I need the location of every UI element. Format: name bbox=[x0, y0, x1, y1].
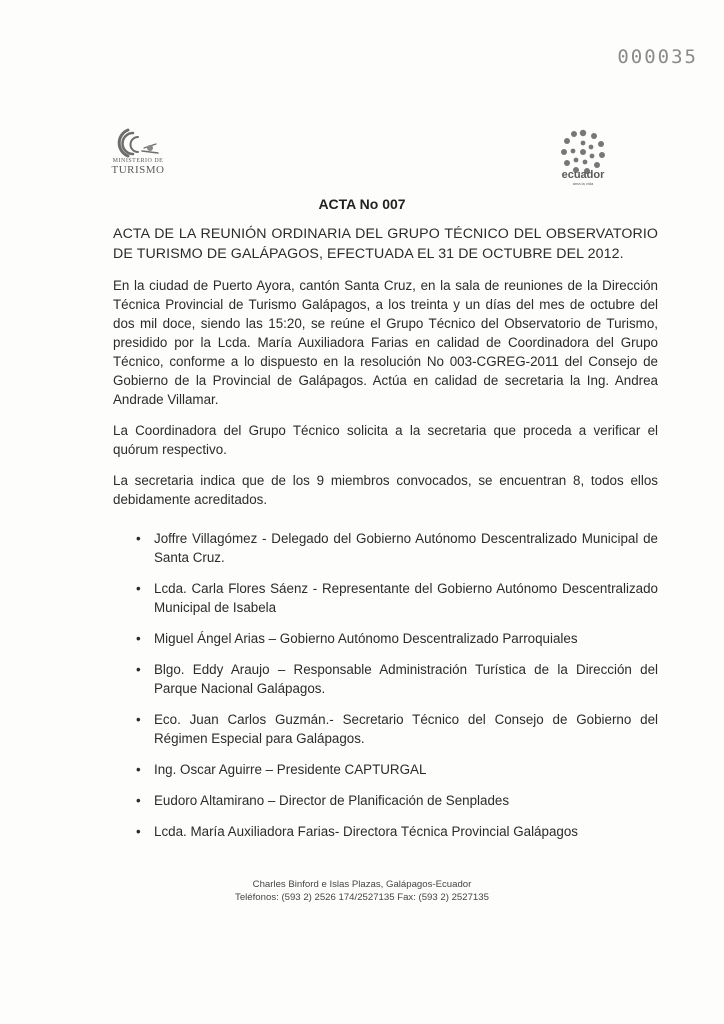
ecuador-wordmark bbox=[546, 170, 620, 186]
document-title: ACTA No 007 bbox=[318, 196, 406, 212]
attendee-item bbox=[136, 660, 658, 698]
attendee-item bbox=[136, 791, 658, 810]
ecuador-brand-text: ecuador bbox=[561, 169, 605, 181]
bullet-icon: • bbox=[136, 712, 141, 727]
paragraph-opening: En la ciudad de Puerto Ayora, cantón Santa Cruz, en la sala de reuniones de la Dirección Técnica Provincial de Turismo Galápagos, a los treinta y un días del mes de octubre del dos mil doce, siendo las 15:20, se reúne el Grupo Técnico del Observatorio de Turismo, presidido por la Lcda. María Auxiliadora Farias en calidad de Coordinadora del Grupo Técnico, conforme a lo dispuesto en la resolución No 003-CGREG-2011 del Consejo de Gobierno de la Provincial de Galápagos. Actúa en calidad de secretaria la Ing. Andrea Andrade Villamar. bbox=[113, 278, 658, 407]
footer-phones: Teléfonos: (593 2) 2526 174/2527135 Fax: (593 2) 2527135 bbox=[235, 892, 489, 903]
attendee-text: Miguel Ángel Arias – Gobierno Autónomo Descentralizado Parroquiales bbox=[154, 631, 578, 646]
page-footer bbox=[0, 878, 724, 904]
paragraph-quorum-request: La Coordinadora del Grupo Técnico solicita a la secretaria que proceda a verificar el quórum respectivo. bbox=[113, 423, 658, 457]
document-body bbox=[113, 224, 658, 853]
ministerio-turismo-wordmark bbox=[98, 158, 178, 176]
footer-address: Charles Binford e Islas Plazas, Galápagos-Ecuador bbox=[252, 879, 472, 890]
attendee-text: Joffre Villagómez - Delegado del Gobierno Autónomo Descentralizado Municipal de Santa Cruz. bbox=[154, 531, 658, 565]
document-subtitle: ACTA DE LA REUNIÓN ORDINARIA DEL GRUPO TÉCNICO DEL OBSERVATORIO DE TURISMO DE GALÁPAGOS, EFECTUADA EL 31 DE OCTUBRE DEL 2012. bbox=[113, 226, 658, 262]
bullet-icon: • bbox=[136, 581, 141, 596]
attendee-text: Eco. Juan Carlos Guzmán.- Secretario Técnico del Consejo de Gobierno del Régimen Especial para Galápagos. bbox=[154, 712, 658, 746]
attendee-list bbox=[113, 529, 658, 841]
attendee-item bbox=[136, 529, 658, 567]
attendee-item bbox=[136, 822, 658, 841]
bullet-icon: • bbox=[136, 531, 141, 546]
logo-left-line2: TURISMO bbox=[111, 164, 165, 176]
attendee-text: Lcda. María Auxiliadora Farias- Directora Técnica Provincial Galápagos bbox=[154, 824, 578, 839]
logo-left-line1: MINISTERIO DE bbox=[112, 158, 164, 164]
attendee-item bbox=[136, 579, 658, 617]
bullet-icon: • bbox=[136, 631, 141, 646]
bullet-icon: • bbox=[136, 762, 141, 777]
ecuador-tagline: ama la vida bbox=[572, 181, 594, 186]
paragraph-quorum-result: La secretaria indica que de los 9 miembros convocados, se encuentran 8, todos ellos debidamente acreditados. bbox=[113, 473, 658, 507]
attendee-text: Eudoro Altamirano – Director de Planificación de Senplades bbox=[154, 793, 510, 808]
attendee-text: Ing. Oscar Aguirre – Presidente CAPTURGAL bbox=[154, 762, 427, 777]
bullet-icon: • bbox=[136, 824, 141, 839]
attendee-item bbox=[136, 760, 658, 779]
bullet-icon: • bbox=[136, 662, 141, 677]
page-number-stamp: 000035 bbox=[617, 46, 698, 68]
attendee-text: Lcda. Carla Flores Sáenz - Representante del Gobierno Autónomo Descentralizado Municipal de Isabela bbox=[154, 581, 658, 615]
attendee-item bbox=[136, 629, 658, 648]
bullet-icon: • bbox=[136, 793, 141, 808]
attendee-text: Blgo. Eddy Araujo – Responsable Administración Turística de la Dirección del Parque Nacional Galápagos. bbox=[154, 662, 658, 696]
attendee-item bbox=[136, 710, 658, 748]
